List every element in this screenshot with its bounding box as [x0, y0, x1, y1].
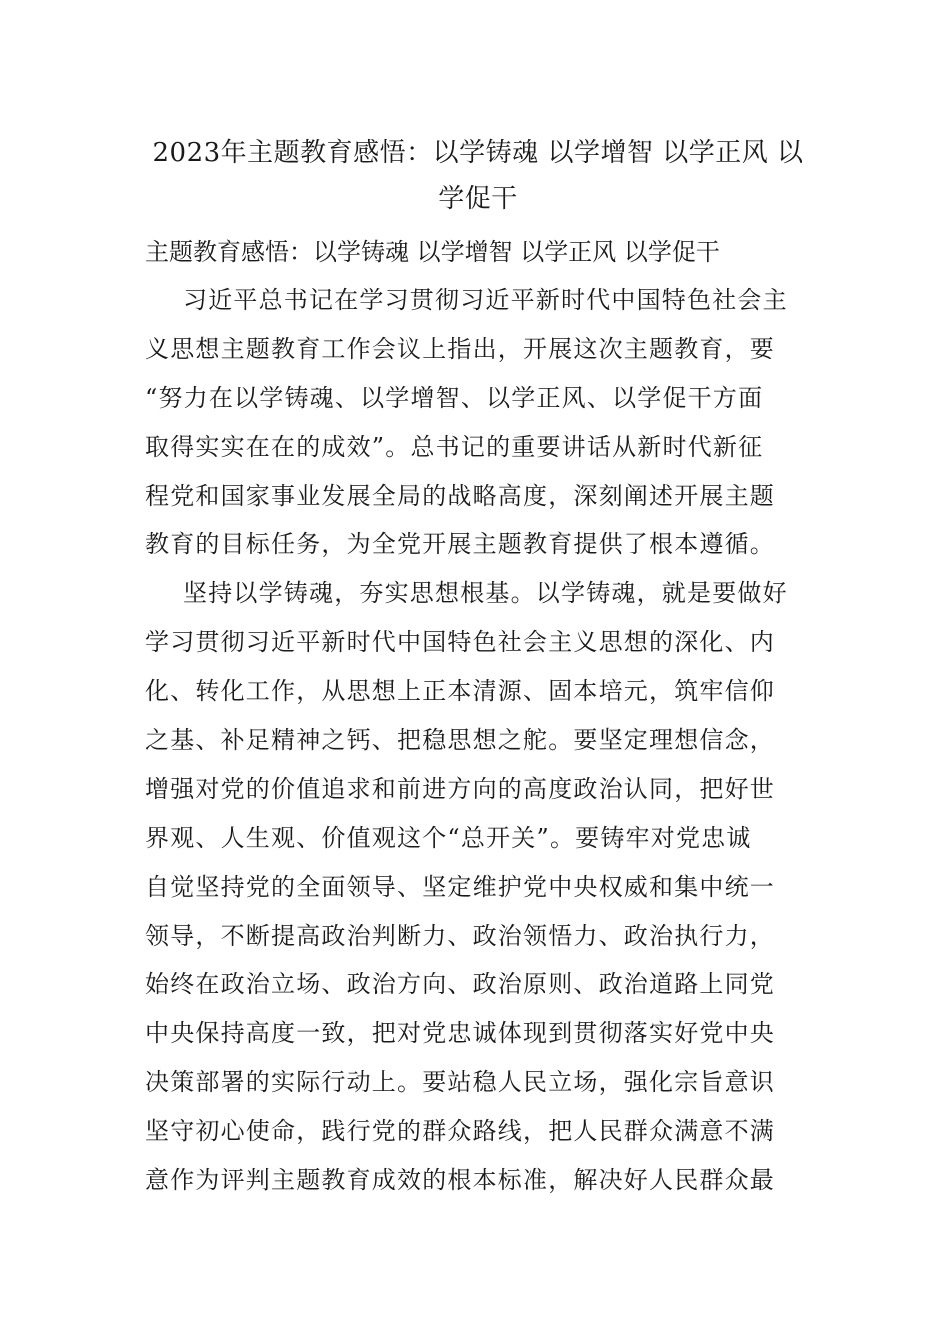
document-subtitle: 主题教育感悟：以学铸魂 以学增智 以学正风 以学促干 [145, 238, 720, 266]
body-line: 教育的目标任务，为全党开展主题教育提供了根本遵循。 [145, 530, 775, 559]
body-line: 习近平总书记在学习贯彻习近平新时代中国特色社会主 [183, 286, 788, 314]
body-line: 取得实实在在的成效”。总书记的重要讲话从新时代新征 [145, 432, 764, 461]
body-line: 增强对党的价值追求和前进方向的高度政治认同，把好世 [145, 774, 775, 803]
body-line: 化、转化工作，从思想上正本清源、固本培元，筑牢信仰 [145, 677, 775, 706]
body-line: 义思想主题教育工作会议上指出，开展这次主题教育，要 [145, 334, 775, 363]
body-line: 坚守初心使命，践行党的群众路线，把人民群众满意不满 [145, 1117, 775, 1146]
body-line: 程党和国家事业发展全局的战略高度，深刻阐述开展主题 [145, 481, 775, 510]
body-line: 坚持以学铸魂，夯实思想根基。以学铸魂，就是要做好 [183, 579, 788, 608]
body-line: 意作为评判主题教育成效的根本标准，解决好人民群众最 [145, 1166, 775, 1195]
document-title: 2023年主题教育感悟：以学铸魂 以学增智 以学正风 以学促干 [152, 138, 804, 214]
body-line: 学习贯彻习近平新时代中国特色社会主义思想的深化、内 [145, 628, 775, 657]
body-line: 界观、人生观、价值观这个“总开关”。要铸牢对党忠诚 [145, 823, 752, 852]
body-line: 领导，不断提高政治判断力、政治领悟力、政治执行力， [145, 921, 775, 950]
body-line: 始终在政治立场、政治方向、政治原则、政治道路上同党 [145, 970, 775, 999]
body-line: “努力在以学铸魂、以学增智、以学正风、以学促干方面 [145, 383, 764, 412]
body-line: 决策部署的实际行动上。要站稳人民立场，强化宗旨意识 [145, 1068, 775, 1097]
body-line: 中央保持高度一致，把对党忠诚体现到贯彻落实好党中央 [145, 1019, 775, 1048]
body-line: 自觉坚持党的全面领导、坚定维护党中央权威和集中统一 [145, 872, 775, 901]
body-line: 之基、补足精神之钙、把稳思想之舵。要坚定理想信念， [145, 726, 775, 755]
document-body [145, 284, 825, 1213]
